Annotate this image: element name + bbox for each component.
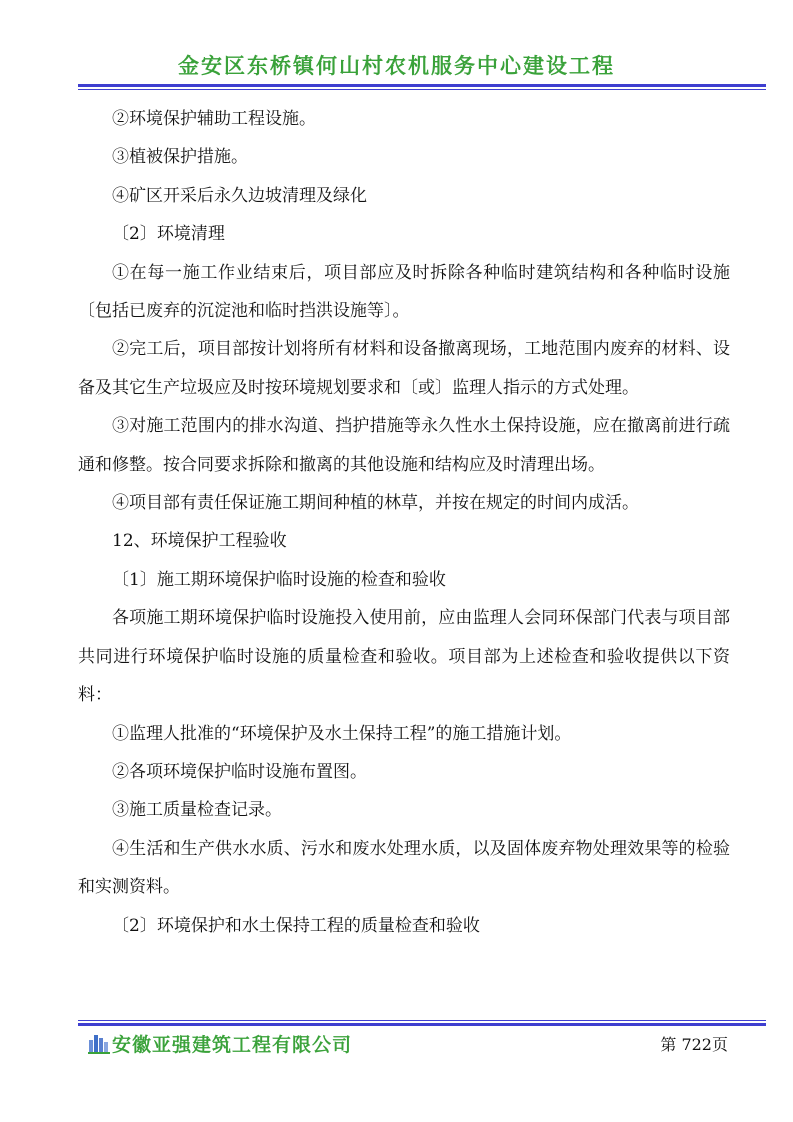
section-heading: 〔2〕环境保护和水土保持工程的质量检查和验收 [112,915,480,936]
paragraph: ④矿区开采后永久边坡清理及绿化 [112,185,367,206]
document-body [78,100,730,945]
company-name: 安徽亚强建筑工程有限公司 [112,1034,353,1056]
paragraph: 各项施工期环境保护临时设施投入使用前，应由监理人会同环保部门代表与项目部共同进行环境保护临时设施的质量检查和验收。项目部为上述检查和验收提供以下资料： [78,608,730,706]
paragraph: ②各项环境保护临时设施布置图。 [112,761,367,782]
paragraph: ②环境保护辅助工程设施。 [112,109,316,129]
page-number: 第 722页 [660,1035,728,1054]
building-logo-icon [88,1032,110,1054]
paragraph: ②完工后，项目部按计划将所有材料和设备撤离现场，工地范围内废弃的材料、设备及其它生产垃圾应及时按环境规划要求和〔或〕监理人指示的方式处理。 [78,339,730,398]
section-heading: 12、环境保护工程验收 [112,531,287,552]
section-heading: 〔1〕施工期环境保护临时设施的检查和验收 [112,569,446,590]
paragraph: ①监理人批准的“环境保护及水土保持工程”的施工措施计划。 [112,723,572,744]
section-heading: 〔2〕环境清理 [112,224,225,245]
page-header [0,50,793,80]
page-footer [88,1030,728,1060]
paragraph: ③对施工范围内的排水沟道、挡护措施等永久性水土保持设施，应在撤离前进行疏通和修整。按合同要求拆除和撤离的其他设施和结构应及时清理出场。 [78,416,730,475]
paragraph: ①在每一施工作业结束后，项目部应及时拆除各种临时建筑结构和各种临时设施〔包括已废弃的沉淀池和临时挡洪设施等〕。 [78,262,730,322]
document-title: 金安区东桥镇何山村农机服务中心建设工程 [178,54,615,78]
paragraph: ④生活和生产供水水质、污水和废水处理水质，以及固体废弃物处理效果等的检验和实测资料。 [78,838,730,898]
footer-rule [78,1020,766,1026]
paragraph: ③施工质量检查记录。 [112,800,282,821]
header-rule [78,84,766,90]
paragraph: ③植被保护措施。 [112,147,248,168]
paragraph: ④项目部有责任保证施工期间种植的林草，并按在规定的时间内成活。 [112,493,639,514]
